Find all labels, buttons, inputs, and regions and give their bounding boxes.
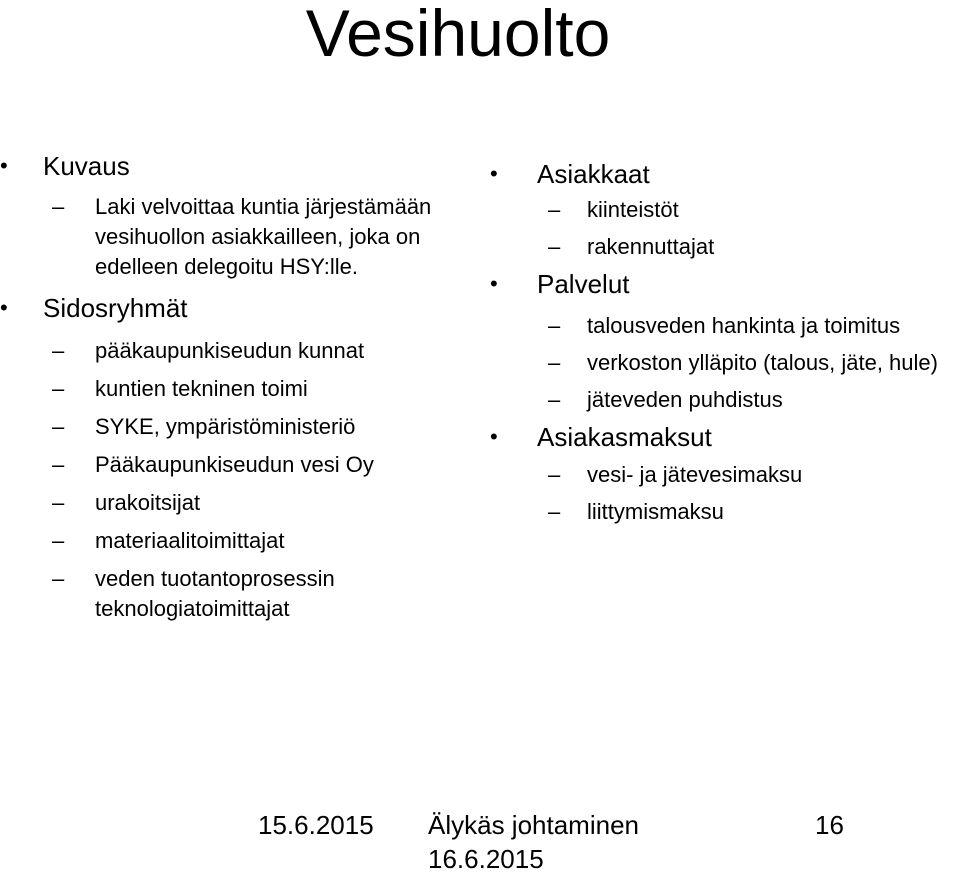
bullet-label: Palvelut [537,269,630,299]
bullet-palvelut [490,268,960,300]
sub-item-text: talousveden hankinta ja toimitus [587,313,901,338]
sub-item-text: liittymismaksu [587,499,724,524]
left-column [0,150,440,624]
dash-icon: – [52,414,65,439]
dash-icon: – [548,234,561,259]
sub-item [0,192,440,282]
bullet-asiakkaat [490,158,960,190]
footer-date: 15.6.2015 [258,810,374,840]
sub-item [490,194,960,225]
dash-icon: – [548,499,561,524]
bullet-label: Kuvaus [43,151,130,181]
bullet-asiakasmaksut [490,421,960,453]
bullet-dot-icon: • [490,161,498,186]
dash-icon: – [52,376,65,401]
dash-icon: – [52,490,65,515]
sub-item [0,336,440,366]
bullet-label: Sidosryhmät [43,293,188,323]
dash-icon: – [52,566,65,591]
sub-item [0,374,440,404]
sub-item-text: verkoston ylläpito (talous, jäte, hule) [587,350,938,375]
dash-icon: – [548,387,561,412]
sub-item-text: jäteveden puhdistus [587,387,783,412]
sub-item-text: kiinteistöt [587,197,679,222]
sub-item [490,496,960,527]
bullet-dot-icon: • [490,424,498,449]
slide-title: Vesihuolto [305,0,611,70]
bullet-label: Asiakkaat [537,159,650,189]
sub-item [490,459,960,490]
dash-icon: – [52,194,65,219]
bullet-sidosryhmat [0,292,440,324]
bullet-dot-icon: • [0,153,8,178]
dash-icon: – [548,197,561,222]
sub-item-text: materiaalitoimittajat [95,528,285,553]
dash-icon: – [548,462,561,487]
bullet-label: Asiakasmaksut [537,422,712,452]
dash-icon: – [52,452,65,477]
sub-item [0,564,440,624]
right-column [490,158,960,527]
bullet-dot-icon: • [490,271,498,296]
sub-item [0,450,440,480]
sub-item-text: Pääkaupunkiseudun vesi Oy [95,452,374,477]
sub-item [0,412,440,442]
page-number: 16 [815,810,844,840]
bullet-dot-icon: • [0,295,8,320]
sub-item [490,384,960,415]
dash-icon: – [548,313,561,338]
sub-item-text: pääkaupunkiseudun kunnat [95,338,365,363]
sub-item-text: vesi- ja jätevesimaksu [587,462,803,487]
sub-item-text: kuntien tekninen toimi [95,376,308,401]
dash-icon: – [52,338,65,363]
sub-item-text: Laki velvoittaa kuntia järjestämään vesihuollon asiakkailleen, joka on edelleen delegoitu HSY:lle. [95,194,432,279]
footer-title: Älykäs johtaminen 16.6.2015 [428,810,639,874]
sub-item-text: urakoitsijat [95,490,201,515]
sub-item [0,526,440,556]
bullet-kuvaus [0,150,440,182]
sub-item-text: veden tuotantoprosessin teknologiatoimittajat [95,566,335,621]
sub-item [490,347,960,378]
sub-item-text: SYKE, ympäristöministeriö [95,414,356,439]
sub-item [490,231,960,262]
sub-item [0,488,440,518]
dash-icon: – [52,528,65,553]
sub-item-text: rakennuttajat [587,234,715,259]
sub-item [490,310,960,341]
dash-icon: – [548,350,561,375]
